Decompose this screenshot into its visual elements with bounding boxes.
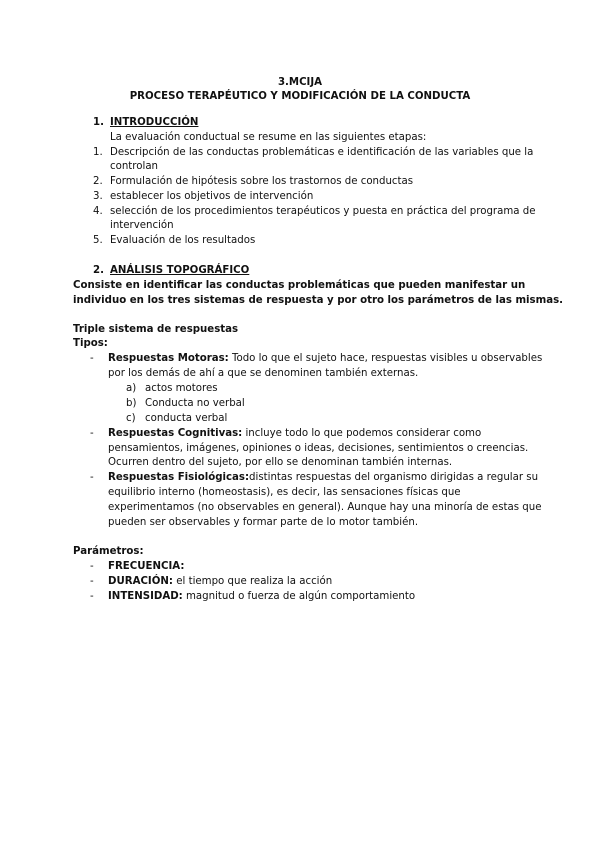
sub-item: actos motores bbox=[145, 383, 218, 394]
cognitivas-text-cont: pensamientos, imágenes, opiniones o ideas, decisiones, sentimientos o creencias. bbox=[108, 443, 529, 454]
bullet-dash: - bbox=[90, 353, 94, 364]
cognitivas-text-cont: Ocurren dentro del sujeto, por ello se denominan también internas. bbox=[108, 457, 453, 468]
parametro-item bbox=[108, 575, 332, 589]
motoras-label: Respuestas Motoras: bbox=[108, 353, 229, 364]
section2-summary-cont: individuo en los tres sistemas de respuesta y por otro los parámetros de las mismas. bbox=[73, 295, 564, 306]
step-text-cont: intervención bbox=[110, 220, 174, 231]
fisiologicas-item bbox=[108, 471, 538, 485]
step-text: establecer los objetivos de intervención bbox=[110, 191, 314, 202]
parametro-label: INTENSIDAD: bbox=[108, 591, 183, 602]
section1-intro: La evaluación conductual se resume en las siguientes etapas: bbox=[110, 132, 427, 143]
fisiologicas-label: Respuestas Fisiológicas: bbox=[108, 472, 250, 483]
bullet-dash: - bbox=[90, 591, 94, 602]
bullet-dash: - bbox=[90, 576, 94, 587]
bullet-dash: - bbox=[90, 472, 94, 483]
section2-summary: Consiste en identificar las conductas problemáticas que pueden manifestar un bbox=[73, 280, 526, 291]
section1-number: 1. bbox=[93, 117, 104, 128]
cognitivas-item bbox=[108, 427, 481, 441]
step-number: 1. bbox=[93, 147, 103, 158]
parametro-item bbox=[108, 590, 415, 604]
motoras-text: Todo lo que el sujeto hace, respuestas visibles u observables bbox=[228, 353, 543, 364]
cognitivas-label: Respuestas Cognitivas: bbox=[108, 428, 243, 439]
step-number: 5. bbox=[93, 235, 103, 246]
step-number: 3. bbox=[93, 191, 103, 202]
section2-heading: ANÁLISIS TOPOGRÁFICO bbox=[110, 265, 250, 276]
document-title: PROCESO TERAPÉUTICO Y MODIFICACIÓN DE LA CONDUCTA bbox=[129, 91, 471, 102]
fisiologicas-text-cont: equilibrio interno (homeostasis), es decir, las sensaciones físicas que bbox=[108, 487, 461, 498]
document-code: 3.MCIJA bbox=[277, 77, 323, 88]
step-text: Formulación de hipótesis sobre los trastornos de conductas bbox=[110, 176, 414, 187]
step-text: Descripción de las conductas problemáticas e identificación de las variables que la bbox=[110, 147, 534, 158]
sub-letter: b) bbox=[126, 398, 137, 409]
fisiologicas-text-cont: pueden ser observables y formar parte de lo motor también. bbox=[108, 517, 419, 528]
step-text: Evaluación de los resultados bbox=[110, 235, 256, 246]
section2-number: 2. bbox=[93, 265, 104, 276]
fisiologicas-text-cont: experimentamos (no observables en general). Aunque hay una minoría de estas que bbox=[108, 502, 542, 513]
parametro-label: DURACIÓN: bbox=[108, 576, 173, 587]
step-text-cont: controlan bbox=[110, 161, 159, 172]
motoras-item bbox=[108, 352, 542, 366]
section1-heading: INTRODUCCIÓN bbox=[110, 117, 199, 128]
motoras-text-cont: por los demás de ahí a que se denominen también externas. bbox=[108, 368, 419, 379]
parametro-text: el tiempo que realiza la acción bbox=[173, 576, 333, 587]
parametro-text: magnitud o fuerza de algún comportamiento bbox=[182, 591, 416, 602]
parametros-label: Parámetros: bbox=[73, 546, 144, 557]
tipos-label: Tipos: bbox=[73, 338, 108, 349]
sub-item: Conducta no verbal bbox=[145, 398, 245, 409]
step-text: selección de los procedimientos terapéuticos y puesta en práctica del programa de bbox=[110, 206, 536, 217]
bullet-dash: - bbox=[90, 428, 94, 439]
step-number: 2. bbox=[93, 176, 103, 187]
bullet-dash: - bbox=[90, 561, 94, 572]
parametro-label: FRECUENCIA: bbox=[108, 561, 185, 572]
parametro-item bbox=[108, 560, 184, 574]
triple-heading: Triple sistema de respuestas bbox=[73, 324, 239, 335]
cognitivas-text: incluye todo lo que podemos considerar como bbox=[242, 428, 482, 439]
sub-letter: a) bbox=[126, 383, 137, 394]
fisiologicas-text: distintas respuestas del organismo dirigidas a regular su bbox=[249, 472, 539, 483]
step-number: 4. bbox=[93, 206, 103, 217]
sub-letter: c) bbox=[126, 413, 136, 424]
sub-item: conducta verbal bbox=[145, 413, 228, 424]
